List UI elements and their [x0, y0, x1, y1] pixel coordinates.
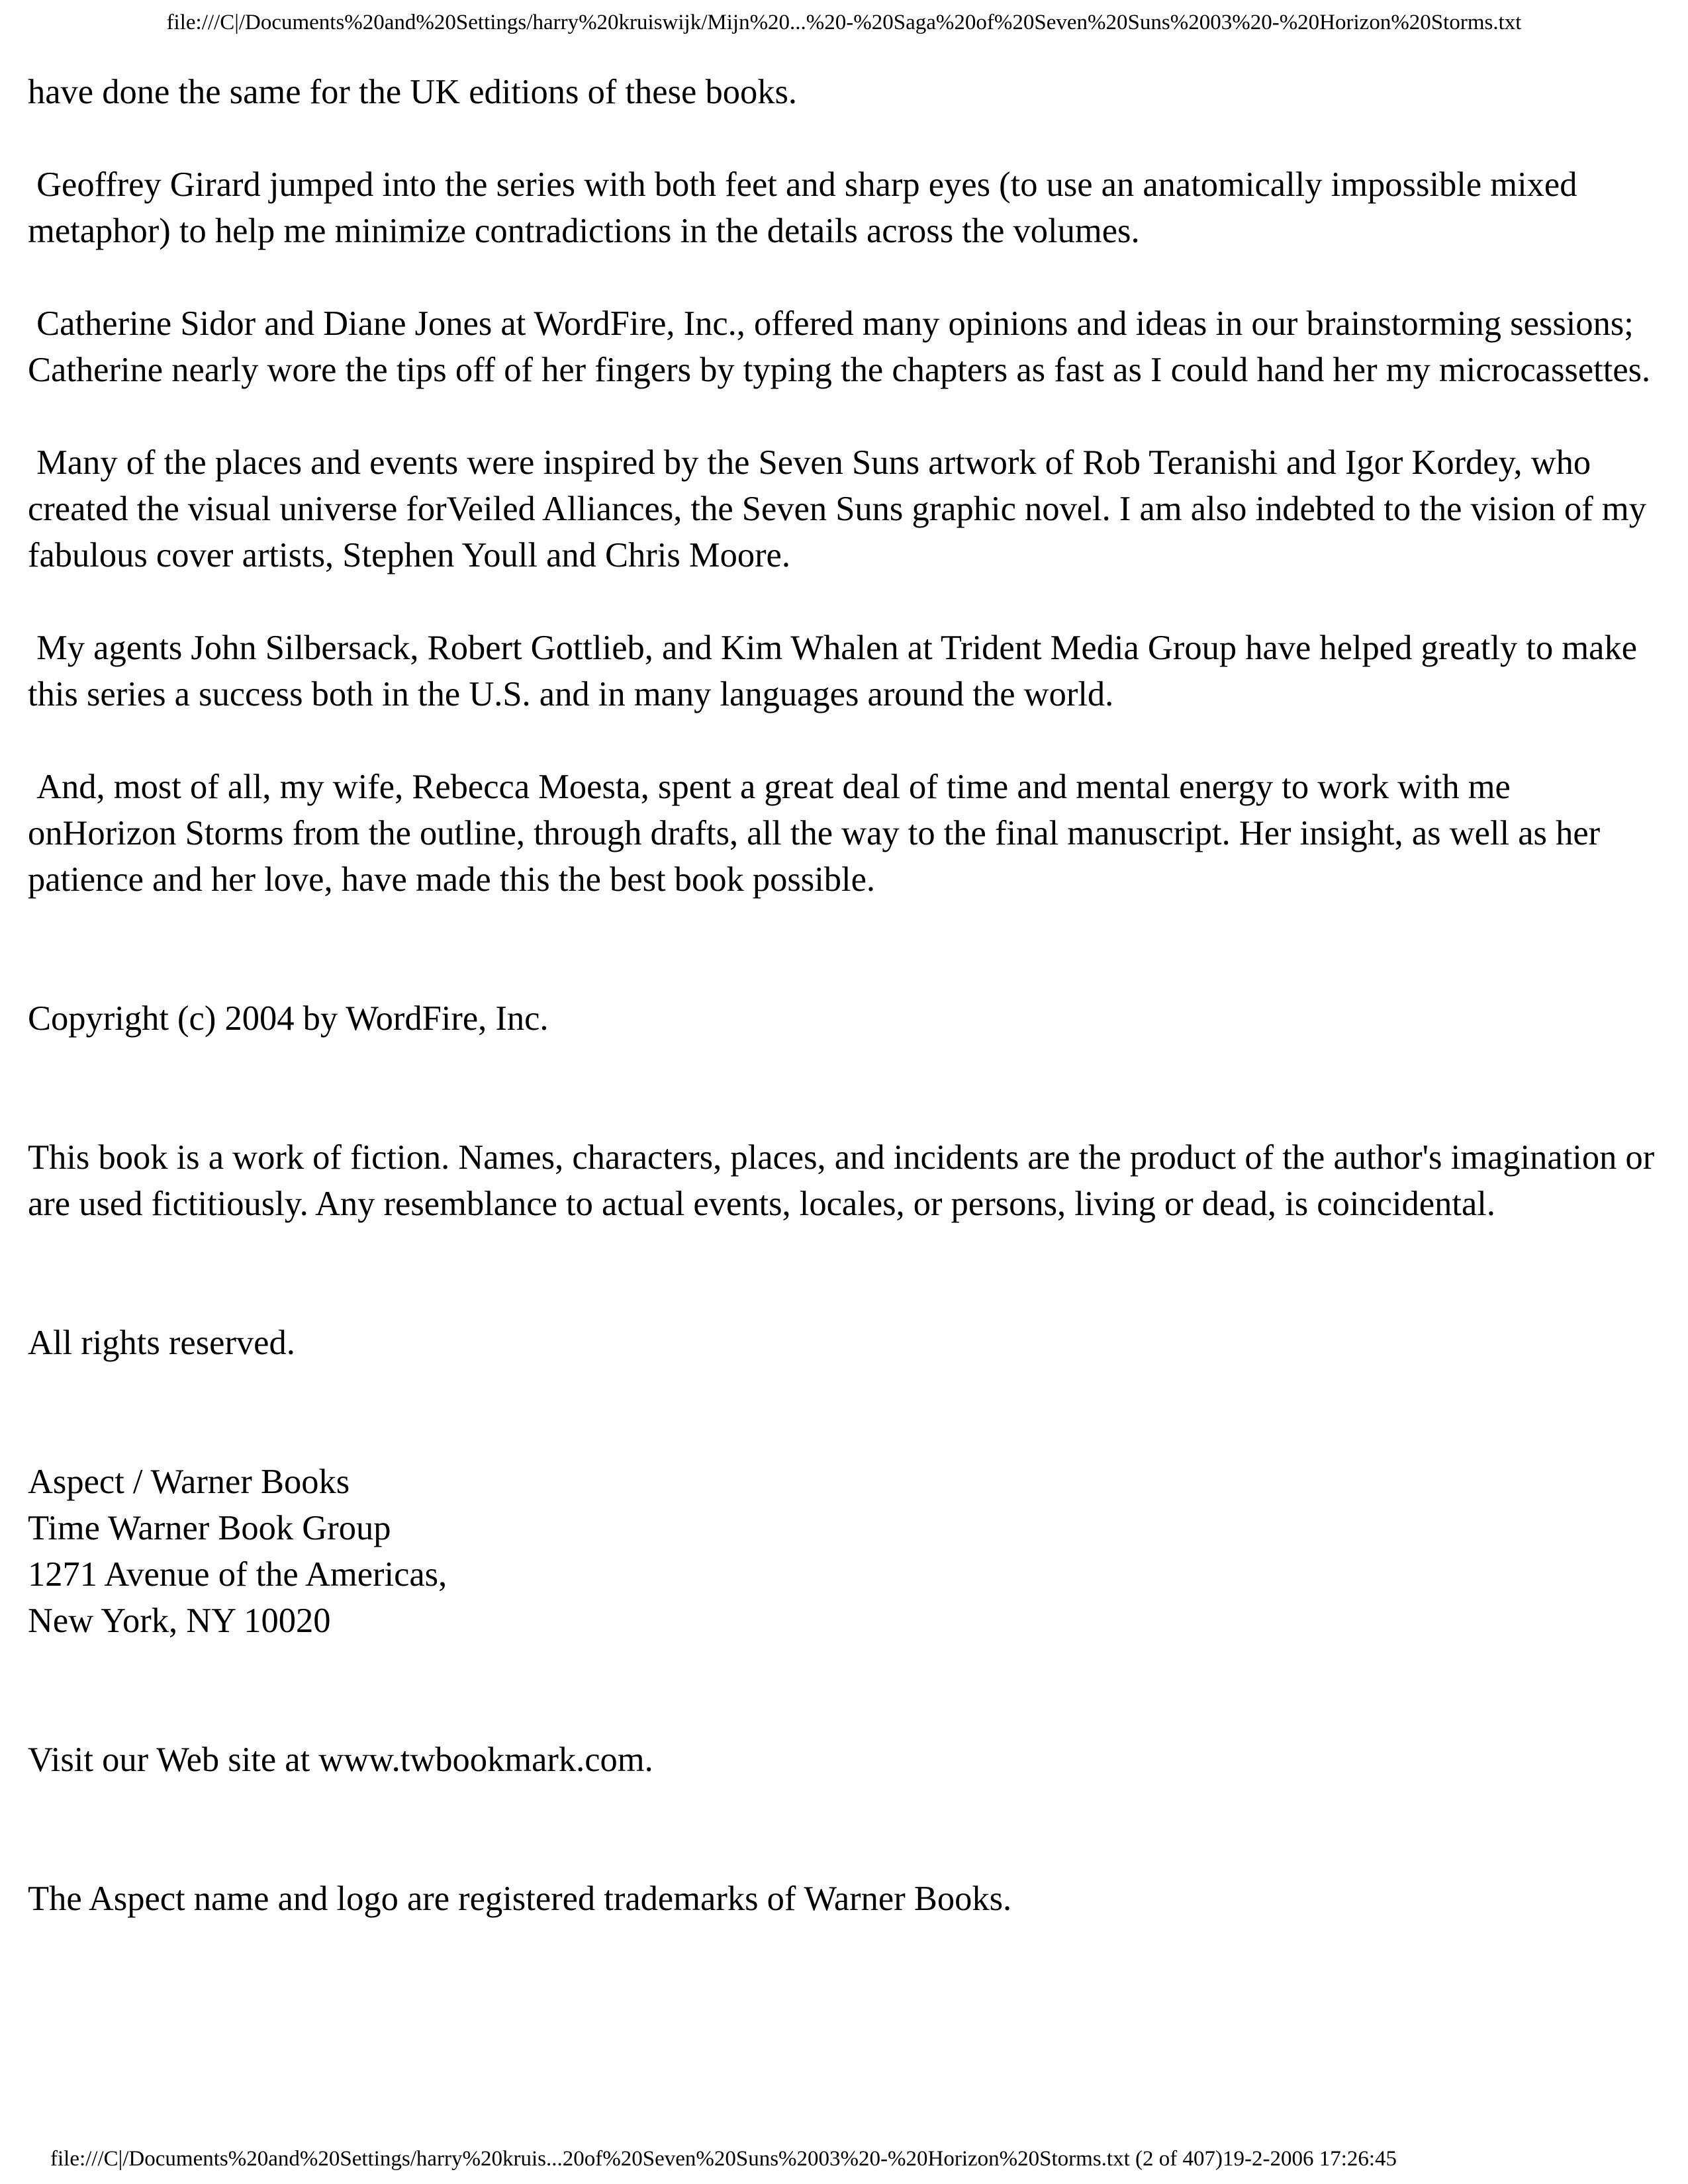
- publisher-group: Time Warner Book Group: [28, 1509, 391, 1547]
- acknowledgment-paragraph: And, most of all, my wife, Rebecca Moesta, spent a great deal of time and mental energy to work with me onHorizon Storms from the outline, through drafts, all the way to the final manuscript. Her insight, as well as her patience and her love, have made this the best book possible.: [28, 768, 1609, 899]
- acknowledgment-paragraph: Catherine Sidor and Diane Jones at WordFire, Inc., offered many opinions and ideas in our brainstorming sessions; Catherine nearly wore the tips off of her fingers by typing the chapters as fast as I could hand her my microcassettes.: [28, 304, 1651, 389]
- trademark-line: The Aspect name and logo are registered trademarks of Warner Books.: [28, 1880, 1012, 1918]
- publisher-street: 1271 Avenue of the Americas,: [28, 1555, 447, 1594]
- copyright-line: Copyright (c) 2004 by WordFire, Inc.: [28, 999, 549, 1038]
- paragraph-spacer: [28, 578, 1663, 625]
- publisher-city: New York, NY 10020: [28, 1602, 331, 1640]
- section-spacer: [28, 1644, 1663, 1737]
- website-line: Visit our Web site at www.twbookmark.com.: [28, 1741, 653, 1779]
- acknowledgment-paragraph: My agents John Silbersack, Robert Gottlieb, and Kim Whalen at Trident Media Group have helped greatly to make this series a success both in the U.S. and in many languages around the world.: [28, 629, 1646, 713]
- acknowledgment-paragraph: Many of the places and events were inspired by the Seven Suns artwork of Rob Teranishi and Igor Kordey, who created the visual universe forVeiled Alliances, the Seven Suns graphic novel. I am also indebted to the vision of my fabulous cover artists, Stephen Youll and Chris Moore.: [28, 443, 1656, 574]
- paragraph-spacer: [28, 717, 1663, 764]
- section-spacer: [28, 1366, 1663, 1459]
- page-header-file-path: file:///C|/Documents%20and%20Settings/harry%20kruiswijk/Mijn%20...%20-%20Saga%20of%20Seven%20Suns%2003%20-%20Horizon%20Storms.txt: [166, 11, 1522, 34]
- fiction-notice: This book is a work of fiction. Names, characters, places, and incidents are the product of the author's imagination or are used fictitiously. Any resemblance to actual events, locales, or persons, living or dead, is coincidental.: [28, 1138, 1664, 1223]
- paragraph-spacer: [28, 115, 1663, 161]
- acknowledgment-paragraph: have done the same for the UK editions of these books.: [28, 73, 797, 111]
- paragraph-spacer: [28, 254, 1663, 300]
- paragraph-spacer: [28, 393, 1663, 439]
- section-spacer: [28, 1042, 1663, 1134]
- section-spacer: [28, 1227, 1663, 1320]
- publisher-name: Aspect / Warner Books: [28, 1463, 350, 1501]
- document-body: [28, 69, 1663, 1922]
- section-spacer: [28, 1783, 1663, 1876]
- acknowledgment-paragraph: Geoffrey Girard jumped into the series with both feet and sharp eyes (to use an anatomically impossible mixed metaphor) to help me minimize contradictions in the details across the volumes.: [28, 165, 1586, 250]
- section-spacer: [28, 903, 1663, 995]
- rights-line: All rights reserved.: [28, 1324, 295, 1362]
- page-footer-file-path: file:///C|/Documents%20and%20Settings/harry%20kruis...20of%20Seven%20Suns%2003%20-%20Horizon%20Storms.txt (2 of 407)19-2-2006 17:26:45: [50, 2147, 1397, 2171]
